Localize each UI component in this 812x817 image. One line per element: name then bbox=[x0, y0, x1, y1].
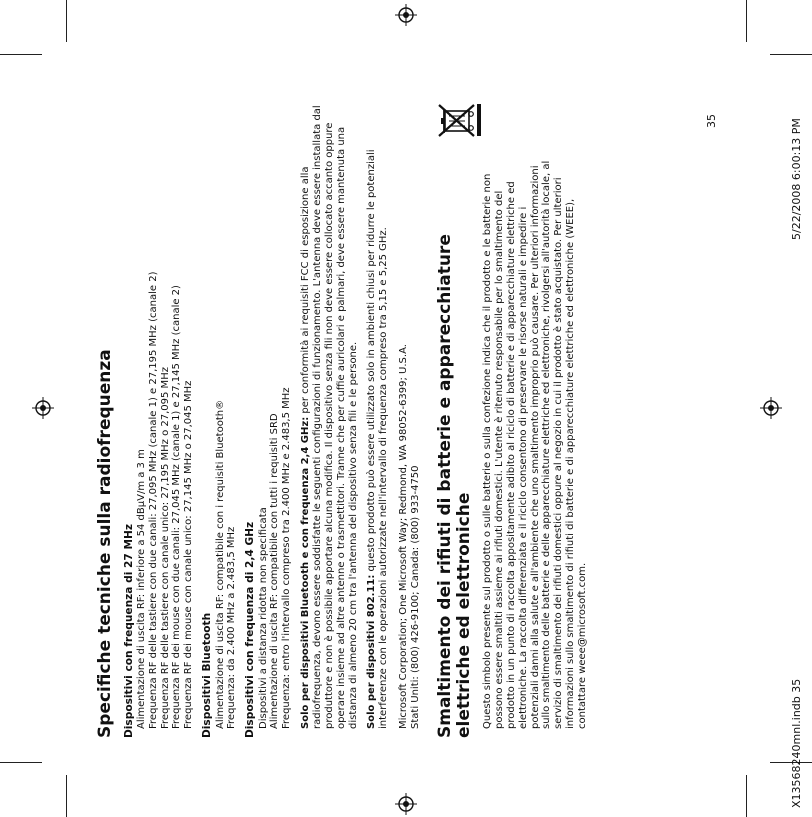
crop-mark bbox=[66, 775, 67, 817]
rf27-line: Frequenza RF delle tastiere con canale unico: 27,195 MHz o 27,095 MHz bbox=[159, 367, 171, 729]
wifi-paragraph bbox=[366, 98, 390, 738]
contact-phone: Stati Uniti: (800) 426-9100; Canada: (800) 933-4750 bbox=[410, 465, 422, 729]
ghz24-line: Frequenza: entro l'intervallo compreso tra 2.400 MHz e 2.483,5 MHz bbox=[281, 387, 293, 729]
registration-mark-icon bbox=[32, 397, 54, 419]
document-page bbox=[96, 98, 736, 738]
ghz24-list bbox=[258, 98, 293, 738]
crop-mark bbox=[66, 0, 67, 42]
rf27-line: Frequenza RF delle tastiere con due canali: 27,095 MHz (canale 1) e 27,195 MHz (canale 2) bbox=[147, 271, 159, 729]
weee-paragraph: Questo simbolo presente sul prodotto o sulle batterie o sulla confezione indica che il prodotto e le batterie non possono essere smaltiti assieme ai rifiuti domestici. L'utente è ritenuto responsabile per lo smaltimento del prodotto in un punto di raccolta appositamente adibito al riciclo di batterie e di apparecchiature elettriche ed elettroniche. La raccolta differenziata e il riciclo consentono di preservare le risorse naturali e impedire i potenziali danni alla salute e all'ambiente che uno smaltimento improprio può causare. Per ulteriori informazioni sullo smaltimento delle batterie e delle apparecchiature elettriche ed elettroniche, rivolgersi all'autorità locale, al servizio di smaltimento dei rifiuti domestici oppure al negozio in cui il prodotto è stato acquistato. Per ulteriori informazioni sullo smaltimento di rifiuti di batterie e di apparecchiature elettriche ed elettroniche (WEEE), contattare weee@microsoft.com. bbox=[481, 160, 589, 729]
bluetooth-line: Alimentazione di uscita RF: compatibile con i requisiti Bluetooth® bbox=[214, 399, 226, 729]
crop-mark bbox=[746, 0, 747, 42]
wifi-bold-lead: Solo per dispositivi 802.11: bbox=[366, 574, 378, 729]
registration-mark-icon bbox=[395, 4, 417, 26]
ghz24-line: Dispositivi a distanza ridotta non specificata bbox=[257, 507, 269, 729]
registration-mark-icon bbox=[760, 397, 782, 419]
wifi-text: questo prodotto può essere utilizzato solo in ambienti chiusi per ridurre le potenziali interferenze con le operazioni autorizzate nell'intervallo di frequenza compreso tra 5,15 e 5,25 GHz. bbox=[366, 149, 390, 729]
date-footer-label: 5/22/2008 6:00:13 PM bbox=[790, 118, 803, 240]
contact-address: Microsoft Corporation; One Microsoft Way; Redmond, WA 98052-6399; U.S.A. bbox=[398, 344, 410, 729]
file-footer-label: X13568240mnl.indb 35 bbox=[790, 678, 803, 808]
rf27-line: Alimentazione di uscita RF: inferiore a 54 dBµV/m a 3 m bbox=[136, 449, 148, 729]
fcc-paragraph bbox=[300, 98, 359, 738]
contact-block bbox=[398, 98, 422, 738]
bluetooth-line: Frequenza: da 2.400 MHz a 2.483,5 MHz bbox=[226, 526, 238, 729]
ghz24-line: Alimentazione di uscita RF: compatibile con tutti i requisiti SRD bbox=[269, 413, 281, 729]
crop-mark bbox=[0, 54, 42, 55]
crop-mark bbox=[770, 54, 812, 55]
crop-mark bbox=[746, 775, 747, 817]
registration-mark-icon bbox=[395, 793, 417, 815]
fcc-text: per conformità ai requisiti FCC di esposizione alla radiofrequenza, devono essere soddisfatte le seguenti configurazioni di funzionamento. L'antenna deve essere installata dal produttore e non è possibile apportare alcuna modifica. Il dispositivo senza fili non deve essere collocato accanto oppure operare insieme ad altre antenne o trasmettitori. Tranne che per cuffie auricolari e palmari, deve essere mantenuta una distanza di almeno 20 cm tra l'antenna del dispositivo senza fili e le persone. bbox=[300, 105, 359, 729]
rf-section-title: Specifiche tecniche sulla radiofrequenza bbox=[95, 349, 115, 738]
bluetooth-list bbox=[215, 98, 239, 738]
rf27-heading: Dispositivi con frequenza di 27 MHz bbox=[122, 523, 135, 738]
rf27-list bbox=[136, 98, 195, 738]
ghz24-heading: Dispositivi con frequenza di 2,4 GHz bbox=[244, 521, 257, 738]
weee-title: Smaltimento dei rifiuti di batterie e apparecchiature elettriche ed elettroniche bbox=[434, 234, 475, 738]
crossed-out-wheelie-bin-icon bbox=[436, 98, 482, 140]
crop-mark bbox=[0, 762, 42, 763]
fcc-bold-lead: Solo per dispositivi Bluetooth e con frequenza 2,4 GHz: bbox=[300, 416, 312, 729]
page-number: 35 bbox=[705, 114, 718, 128]
bluetooth-heading: Dispositivi Bluetooth bbox=[201, 612, 214, 738]
weee-section bbox=[436, 98, 589, 738]
rf27-line: Frequenza RF dei mouse con canale unico: 27,145 MHz o 27,045 MHz bbox=[183, 380, 195, 729]
rf27-line: Frequenza RF dei mouse con due canali: 27,045 MHz (canale 1) e 27,145 MHz (canale 2) bbox=[171, 285, 183, 729]
